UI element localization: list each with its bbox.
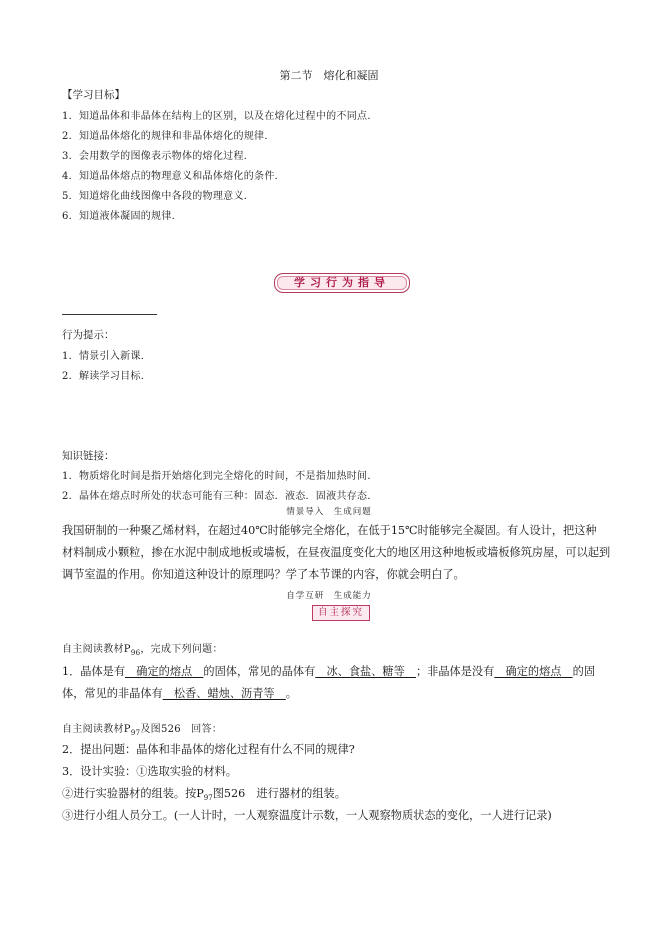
objective-item: 3．会用数学的图像表示物体的熔化过程．: [62, 151, 255, 162]
objective-item: 1．知道晶体和非晶体在结构上的区别，以及在熔化过程中的不同点．: [62, 111, 378, 122]
question-2: 2．提出问题：晶体和非晶体的熔化过程有什么不同的规律?: [62, 743, 355, 756]
knowledge-item: 1．物质熔化时间是指开始熔化到完全熔化的时间，不是指加热时间．: [62, 471, 378, 482]
behavior-heading: 行为提示：: [62, 329, 115, 341]
q1-answer: 冰、食盐、糖等: [315, 665, 416, 678]
divider-line: [62, 314, 157, 315]
reading-prefix: 自主阅读教材P: [62, 724, 131, 735]
q1-text: ；非晶体是没有: [415, 665, 495, 678]
behavior-item: 2．解读学习目标．: [62, 371, 152, 382]
q1-answer: 确定的熔点: [125, 665, 204, 678]
q1-text: 的固体，常见的晶体有: [203, 665, 316, 678]
intro-line: 我国研制的一种聚乙烯材料，在超过40℃时能够完全熔化，在低于15℃时能够完全凝固。有人设计，把这种: [62, 524, 597, 537]
step-text: 图526 进行器材的组装。: [212, 787, 346, 800]
objectives-heading: 【学习目标】: [62, 89, 125, 101]
objective-item: 5．知道熔化曲线图像中各段的物理意义．: [62, 191, 255, 202]
study-guide-banner: 学习行为指导: [274, 273, 410, 293]
question-1-line-1: [62, 661, 595, 683]
intro-line: 材料制成小颗粒，掺在水泥中制成地板或墙板，在昼夜温度变化大的地区用这种地板或墙板修筑房屋，可以起到: [62, 546, 611, 559]
q1-answer: 确定的熔点: [494, 665, 573, 678]
question-3: 3．设计实验：①选取实验的材料。: [62, 765, 237, 778]
reading-instruction-2: [62, 720, 222, 737]
q1-answer: 松香、蜡烛、沥青等: [162, 687, 286, 700]
knowledge-item: 2．晶体在熔点时所处的状态可能有三种：固态．液态．固液共存态．: [62, 491, 378, 502]
question-1-line-2: [62, 683, 297, 705]
question-3-step-3: ③进行小组人员分工。(一人计时，一人观察温度计示数，一人观察物质状态的变化，一人进行记录): [62, 809, 552, 822]
reading-instruction-1: [62, 640, 223, 657]
reading-page: 96: [130, 649, 141, 657]
step-page: 97: [203, 794, 213, 803]
objective-item: 6．知道液体凝固的规律．: [62, 211, 182, 222]
section-label-intro: 情景导入 生成问题: [286, 507, 372, 517]
q1-text: 体，常见的非晶体有: [62, 687, 163, 700]
self-explore-badge: 自主探究: [312, 605, 370, 621]
q1-text: 1．晶体是有: [62, 665, 126, 678]
q1-text: 的固: [572, 665, 596, 678]
reading-page: 97: [130, 729, 141, 737]
reading-prefix: 自主阅读教材P: [62, 644, 131, 655]
reading-suffix: ，完成下列问题：: [140, 644, 223, 655]
intro-line: 调节室温的作用。你知道这种设计的原理吗？学了本节课的内容，你就会明白了。: [62, 568, 465, 581]
objective-item: 4．知道晶体熔点的物理意义和晶体熔化的条件．: [62, 171, 285, 182]
reading-suffix: 及图526 回答：: [140, 724, 223, 735]
behavior-item: 1．情景引入新课．: [62, 351, 152, 362]
page-title: 第二节 熔化和凝固: [279, 69, 379, 82]
q1-text: 。: [285, 687, 297, 700]
section-label-self-study: 自学互研 生成能力: [286, 591, 372, 601]
step-text: ②进行实验器材的组装。按P: [62, 787, 204, 800]
knowledge-heading: 知识链接：: [62, 450, 115, 462]
objective-item: 2．知道晶体熔化的规律和非晶体熔化的规律．: [62, 131, 275, 142]
